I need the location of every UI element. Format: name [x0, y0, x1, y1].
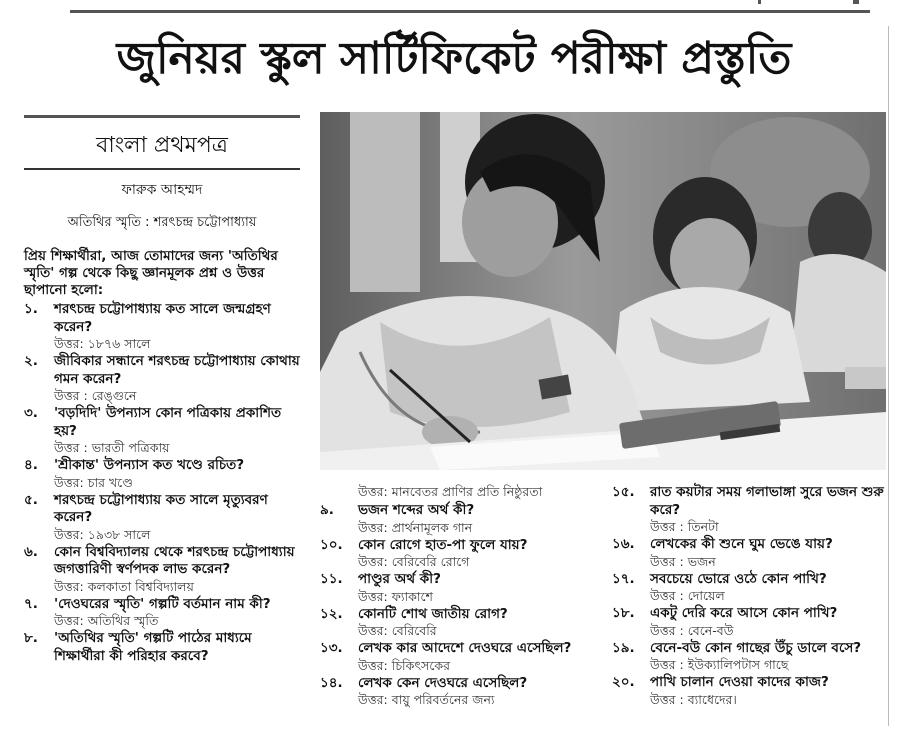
question-text: জীবিকার সন্ধানে শরৎচন্দ্র চট্টোপাধ্যায় কোথায় গমন করেন? — [54, 353, 300, 387]
question-text: একটু দেরি করে আসে কোন পাখি? — [650, 605, 838, 621]
section-title: বাংলা প্রথমপত্র — [96, 133, 228, 158]
qa-item — [24, 457, 300, 491]
question-number: ২. — [24, 353, 38, 369]
question-text: কোন বিশ্ববিদ্যালয় থেকে শরৎচন্দ্র চট্টোপাধ্যায় জগত্তারিণী স্বর্ণপদক লাভ করেন? — [54, 543, 295, 577]
question-number: ১১. — [320, 571, 343, 587]
question-text: কোন রোগে হাত-পা ফুলে যায়? — [358, 536, 528, 553]
question-text: লেখক কার আদেশে দেওঘরে এসেছিল? — [358, 640, 572, 656]
answer-text: উত্তর: বেরিবেরি রোগে — [358, 554, 470, 569]
exam-hall-photo — [320, 112, 886, 470]
question-number: ৩. — [24, 405, 38, 421]
question-text: 'দেওঘরের স্মৃতি' গল্পটি বর্তমান নাম কী? — [54, 595, 271, 612]
question-text: 'বড়দিদি' উপন্যাস কোন পত্রিকায় প্রকাশিত হয়? — [54, 405, 282, 439]
question-number: ৮. — [24, 630, 38, 646]
top-rule — [70, 10, 870, 13]
question-number: ১৩. — [320, 640, 343, 656]
question-number: ১০. — [320, 536, 343, 553]
answer-text: উত্তর: বায়ু পরিবর্তনের জন্য — [358, 692, 495, 707]
qa-item — [24, 301, 300, 352]
column-frame-rule — [888, 26, 889, 726]
left-column — [24, 115, 300, 666]
question-text: সবচেয়ে ভোরে ওঠে কোন পাখি? — [650, 570, 827, 587]
question-text: রাত কয়টার সময় গলাভাঙ্গা সুরে ভজন শুরু করে? — [650, 484, 884, 518]
question-number: ৬. — [24, 543, 38, 560]
question-text: বেনে-বউ কোন গাছের উঁচু ডালে বসে? — [650, 639, 862, 656]
question-number: ৪. — [24, 457, 38, 473]
qa-item — [24, 492, 300, 543]
qa-item — [24, 596, 300, 630]
qa-item — [320, 675, 600, 709]
question-number: ১. — [24, 301, 38, 317]
qa-item — [612, 571, 887, 605]
author-name: ফারুক আহম্মদ — [121, 182, 203, 198]
story-title: অতিথির স্মৃতি : শরৎচন্দ্র চট্টোপাধ্যায় — [67, 215, 257, 230]
answer-text: উত্তর: চিকিৎসকের — [358, 657, 450, 673]
middle-column — [320, 484, 600, 709]
question-text: শরৎচন্দ্র চট্টোপাধ্যায় কত সালে মৃত্যুবরণ করেন? — [54, 491, 268, 525]
section-rule — [24, 115, 300, 118]
question-text: পাণ্ডুর অর্থ কী? — [358, 571, 441, 587]
answer-text: উত্তর : বেনে-বউ — [650, 622, 734, 638]
answer-text: উত্তর : দোয়েল — [650, 588, 725, 603]
top-mark — [853, 0, 859, 4]
answer-text: উত্তর: প্রার্থনামূলক গান — [358, 519, 473, 535]
qa-item — [612, 674, 887, 708]
section-rule — [24, 168, 300, 170]
right-column — [612, 484, 887, 709]
answer-text: উত্তর: কলকাতা বিশ্ববিদ্যালয় — [54, 578, 194, 594]
qa-item — [24, 544, 300, 595]
question-text: লেখক কেন দেওঘরে এসেছিল? — [358, 674, 528, 691]
intro-text: প্রিয় শিক্ষার্থীরা, আজ তোমাদের জন্য 'অতিথির স্মৃতি' গল্প থেকে কিছু জ্ঞানমূলক প্রশ্ন ও উত্তর ছাপানো হলো: — [24, 248, 278, 298]
qa-item — [24, 630, 300, 665]
question-text: পাখি চালান দেওয়া কাদের কাজ? — [650, 674, 829, 690]
qa-item — [612, 536, 887, 570]
page-headline: জুনিয়র স্কুল সার্টিফিকেট পরীক্ষা প্রস্তুতি — [116, 33, 792, 84]
answer-text: উত্তর: চার খণ্ডে — [54, 474, 133, 490]
question-number: ১৭. — [612, 570, 635, 587]
question-number: ১৪. — [320, 674, 343, 691]
answer-text: উত্তর : ভজন — [650, 553, 716, 569]
question-text: ভজন শব্দের অর্থ কী? — [358, 502, 475, 518]
answer-text: উত্তর: ১৯৩৮ সালে — [54, 526, 151, 542]
question-number: ১৯. — [612, 639, 635, 656]
photo-illustration — [320, 112, 886, 470]
qa-item — [612, 605, 887, 639]
qa-item — [24, 405, 300, 456]
question-number: ১৮. — [612, 605, 635, 621]
question-number: ১৫. — [612, 484, 635, 500]
question-text: 'শ্রীকান্ত' উপন্যাস কত খণ্ডে রচিত? — [54, 457, 245, 473]
question-text: লেখকের কী শুনে ঘুম ভেঙে যায়? — [650, 536, 833, 552]
answer-text: উত্তর: বেরিবেরি — [358, 623, 437, 638]
answer-text: উত্তর : রেঙ্গুনে — [54, 388, 137, 403]
question-number: ৯. — [320, 502, 334, 518]
answer-text: উত্তর : ইউক্যালিপটাস গাছে — [650, 657, 789, 672]
answer-text: উত্তর : তিনটা — [650, 519, 719, 534]
qa-item — [320, 502, 600, 536]
qa-item — [320, 571, 600, 605]
answer-text: উত্তর: মানবেতর প্রাণির প্রতি নিষ্ঠুরতা — [358, 484, 543, 499]
qa-item — [612, 640, 887, 674]
top-mark — [758, 0, 761, 4]
answer-text: উত্তর: ফ্যাকাশে — [358, 588, 433, 604]
answer-text: উত্তর: অতিথির স্মৃতি — [54, 613, 159, 628]
question-number: ৫. — [24, 491, 38, 508]
question-number: ১৬. — [612, 536, 635, 552]
question-number: ১২. — [320, 605, 343, 622]
question-number: ২০. — [612, 674, 635, 690]
answer-text: উত্তর: ১৮৭৬ সালে — [54, 336, 151, 351]
question-text: কোনটি শোথ জাতীয় রোগ? — [358, 605, 508, 622]
qa-item — [320, 606, 600, 640]
qa-item — [320, 640, 600, 674]
qa-item — [612, 484, 887, 535]
question-text: শরৎচন্দ্র চট্টোপাধ্যায় কত সালে জন্মগ্রহণ করেন? — [54, 301, 271, 335]
qa-item — [320, 537, 600, 571]
answer-text: উত্তর : ভারতী পত্রিকায় — [54, 440, 170, 455]
answer-text: উত্তর : ব্যাধেদের। — [650, 691, 737, 707]
question-text: 'অতিথির স্মৃতি' গল্পটি পাঠের মাধ্যমে শিক্ষার্থীরা কী পরিহার করবে? — [54, 630, 252, 664]
question-number: ৭. — [24, 595, 38, 612]
qa-item — [24, 353, 300, 404]
